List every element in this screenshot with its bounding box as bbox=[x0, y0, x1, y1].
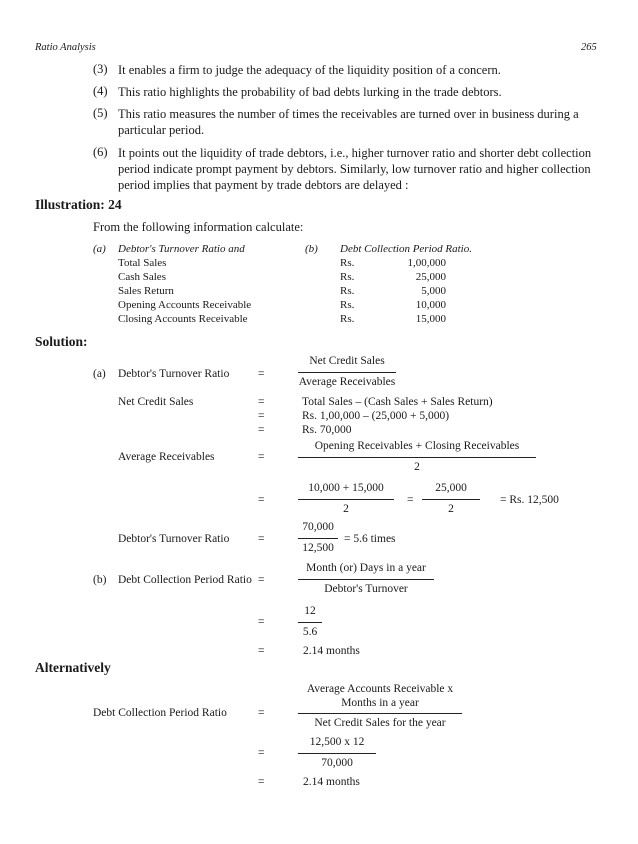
data-row-label: Closing Accounts Receivable bbox=[118, 313, 248, 325]
dtr-numerator: Net Credit Sales bbox=[309, 355, 385, 367]
data-row-amount: 10,000 bbox=[415, 299, 446, 311]
ncs-line2: Rs. 1,00,000 – (25,000 + 5,000) bbox=[302, 410, 450, 422]
fraction-bar bbox=[298, 622, 322, 623]
equals-sign: = bbox=[258, 574, 265, 586]
data-row-currency: Rs. bbox=[340, 257, 355, 269]
point-text: This ratio highlights the probability of bad debts lurking in the trade debtors. bbox=[118, 85, 502, 99]
dcp-denominator: Debtor's Turnover bbox=[324, 583, 408, 595]
equals-sign: = bbox=[258, 494, 265, 506]
data-row-currency: Rs. bbox=[340, 313, 355, 325]
ar-numerator: Opening Receivables + Closing Receivables bbox=[314, 440, 520, 452]
part-b-marker: (b) bbox=[93, 574, 107, 586]
dtr2-denominator: 12,500 bbox=[302, 542, 334, 554]
equals-sign: = bbox=[258, 410, 265, 422]
data-row-amount: 5,000 bbox=[421, 285, 446, 297]
illustration-heading: Illustration: 24 bbox=[35, 197, 122, 212]
alt-numerator-line2: Months in a year bbox=[341, 697, 419, 709]
fraction-bar bbox=[298, 579, 434, 580]
data-row-currency: Rs. bbox=[340, 285, 355, 297]
running-header-section: Ratio Analysis bbox=[35, 42, 96, 53]
alt-denominator-2: 70,000 bbox=[321, 757, 353, 769]
ar-denominator-2: 2 bbox=[343, 503, 349, 515]
point-number: (5) bbox=[93, 106, 108, 120]
dtr-label: Debtor's Turnover Ratio bbox=[118, 368, 230, 380]
part-a-marker: (a) bbox=[93, 368, 106, 380]
point-text: It enables a firm to judge the adequacy of the liquidity position of a concern. bbox=[118, 63, 501, 77]
part-a-label: (a) bbox=[93, 243, 106, 255]
ar-numerator-3: 25,000 bbox=[435, 482, 467, 494]
dcp-denominator-2: 5.6 bbox=[302, 626, 318, 638]
fraction-bar bbox=[298, 457, 536, 458]
dcp-label: Debt Collection Period Ratio bbox=[118, 574, 252, 586]
point-number: (6) bbox=[93, 145, 108, 159]
dtr2-numerator: 70,000 bbox=[302, 521, 334, 533]
point-number: (4) bbox=[93, 84, 108, 98]
alt-numerator-line1: Average Accounts Receivable x bbox=[306, 683, 454, 695]
ar-result: = Rs. 12,500 bbox=[500, 494, 559, 506]
data-row-label: Total Sales bbox=[118, 257, 167, 269]
solution-heading: Solution: bbox=[35, 334, 88, 349]
data-row-label: Opening Accounts Receivable bbox=[118, 299, 252, 311]
alt-result: 2.14 months bbox=[303, 776, 360, 788]
equals-sign: = bbox=[258, 645, 265, 657]
data-row-amount: 1,00,000 bbox=[407, 257, 446, 269]
point-number: (3) bbox=[93, 62, 108, 76]
dtr-label-2: Debtor's Turnover Ratio bbox=[118, 533, 230, 545]
part-b-title: Debt Collection Period Ratio. bbox=[340, 243, 472, 255]
alt-denominator: Net Credit Sales for the year bbox=[314, 717, 446, 729]
dcp-result: 2.14 months bbox=[303, 645, 360, 657]
fraction-bar bbox=[298, 499, 394, 500]
illustration-intro: From the following information calculate: bbox=[93, 220, 304, 234]
equals-sign: = bbox=[258, 424, 265, 436]
equals-sign: = bbox=[407, 494, 414, 506]
equals-sign: = bbox=[258, 747, 265, 759]
equals-sign: = bbox=[258, 451, 265, 463]
equals-sign: = bbox=[258, 533, 265, 545]
ar-numerator-2: 10,000 + 15,000 bbox=[308, 482, 384, 494]
point-text: This ratio measures the number of times the receivables are turned over in business during a particular period. bbox=[118, 107, 579, 137]
data-row-amount: 25,000 bbox=[415, 271, 446, 283]
data-row-currency: Rs. bbox=[340, 299, 355, 311]
part-b-label: (b) bbox=[305, 243, 318, 255]
alt-numerator-2: 12,500 x 12 bbox=[309, 736, 365, 748]
ar-denominator-3: 2 bbox=[448, 503, 454, 515]
fraction-bar bbox=[298, 372, 396, 373]
equals-sign: = bbox=[258, 707, 265, 719]
fraction-bar bbox=[298, 713, 462, 714]
equals-sign: = bbox=[258, 616, 265, 628]
dcp-numerator: Month (or) Days in a year bbox=[306, 562, 426, 574]
ncs-line1: Total Sales – (Cash Sales + Sales Return) bbox=[302, 396, 493, 408]
dtr2-result: = 5.6 times bbox=[344, 533, 396, 545]
equals-sign: = bbox=[258, 396, 265, 408]
ar-label: Average Receivables bbox=[118, 451, 215, 463]
equals-sign: = bbox=[258, 368, 265, 380]
data-row-amount: 15,000 bbox=[415, 313, 446, 325]
alternatively-heading: Alternatively bbox=[35, 660, 111, 675]
fraction-bar bbox=[422, 499, 480, 500]
ncs-line3: Rs. 70,000 bbox=[302, 424, 352, 436]
data-row-currency: Rs. bbox=[340, 271, 355, 283]
part-a-title: Debtor's Turnover Ratio and bbox=[118, 243, 245, 255]
dtr-denominator: Average Receivables bbox=[298, 376, 396, 388]
fraction-bar bbox=[298, 753, 376, 754]
data-row-label: Cash Sales bbox=[118, 271, 166, 283]
point-text: It points out the liquidity of trade debtors, i.e., higher turnover ratio and shorter debt collection period indicate prompt payment by debtors. Similarly, low turnover ratio and higher collection period implies that payment by trade debtors are delayed : bbox=[118, 146, 592, 192]
ncs-label: Net Credit Sales bbox=[118, 396, 194, 408]
ar-denominator: 2 bbox=[414, 461, 420, 473]
fraction-bar bbox=[298, 538, 338, 539]
alt-dcp-label: Debt Collection Period Ratio bbox=[93, 707, 227, 719]
dcp-numerator-2: 12 bbox=[304, 605, 316, 617]
page-number: 265 bbox=[581, 42, 597, 53]
equals-sign: = bbox=[258, 776, 265, 788]
data-row-label: Sales Return bbox=[118, 285, 174, 297]
